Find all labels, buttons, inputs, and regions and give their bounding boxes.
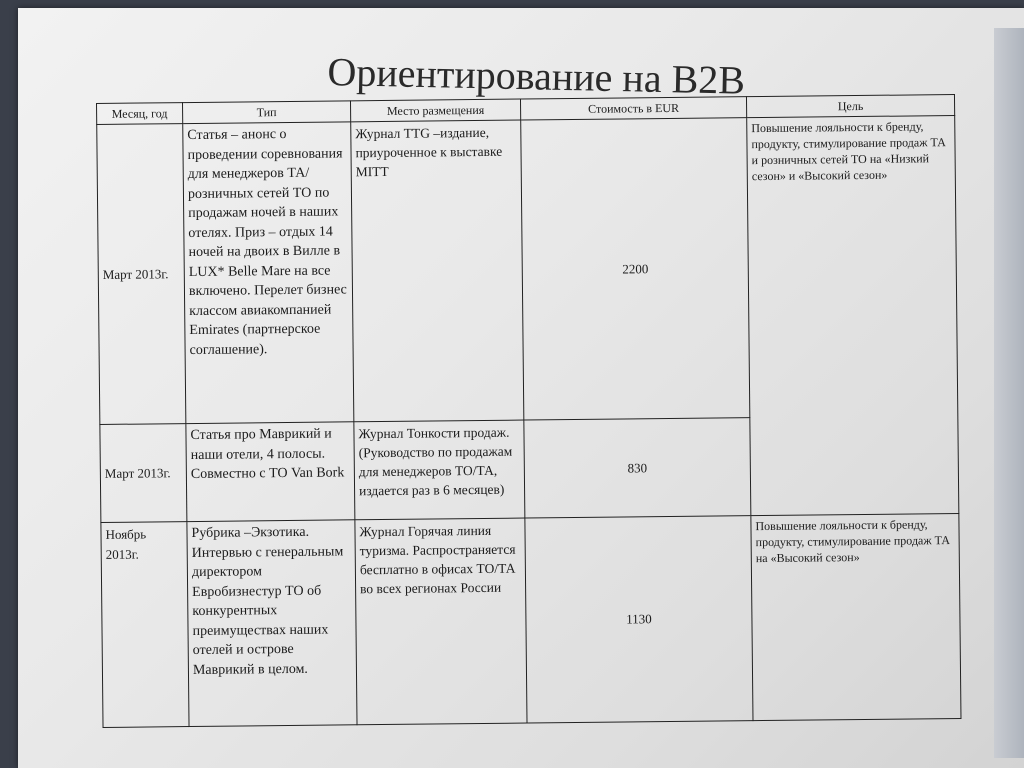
- campaign-table: [96, 94, 961, 728]
- cell-cost: 2200: [521, 118, 750, 420]
- table-row: [97, 116, 958, 425]
- table-container: [96, 94, 960, 728]
- header-place: Место размещения: [350, 99, 520, 122]
- header-goal: Цель: [746, 95, 954, 118]
- cell-month: Март 2013г.: [97, 124, 186, 425]
- cell-place: Журнал Тонкости продаж. (Руководство по продажам для менеджеров ТО/ТА, издается раз в 6 месяцев): [354, 420, 525, 520]
- cell-month: Ноябрь 2013г.: [101, 522, 189, 728]
- cell-type: Рубрика –Экзотика. Интервью с генеральным директором Евробизнестур ТО об конкурентных преимуществах наших отелей и острове Маврикий в целом.: [187, 520, 357, 727]
- cell-cost: 830: [524, 418, 751, 518]
- cell-cost: 1130: [525, 516, 753, 723]
- header-type: Тип: [183, 101, 351, 124]
- cell-place: Журнал TTG –издание, приуроченное к выставке МІТТ: [351, 120, 524, 422]
- underlying-sheet: [994, 28, 1024, 758]
- cell-goal: Повышение лояльности к бренду, продукту, стимулирование продаж ТА и розничных сетей ТО на «Низкий сезон» и «Высокий сезон»: [747, 116, 959, 516]
- page-title: Ориентирование на B2B: [327, 48, 746, 103]
- cell-place: Журнал Горячая линия туризма. Распространяется бесплатно в офисах ТО/ТА во всех регионах России: [355, 518, 527, 725]
- cell-goal: Повышение лояльности к бренду, продукту, стимулирование продаж ТА на «Высокий сезон»: [751, 513, 961, 720]
- header-month: Месяц, год: [97, 103, 183, 125]
- cell-type: Статья про Маврикий и наши отели, 4 полосы. Совместно с ТО Van Bork: [186, 422, 355, 522]
- cell-type: Статья – анонс о проведении соревнования для менеджеров ТА/ розничных сетей ТО по продажам ночей в наших отелях. Приз – отдых 14 ночей на двоих в Вилле в LUX* Belle Mare на все включено. Перелет бизнес классом авиакомпанией Emirates (партнерское соглашение).: [183, 122, 354, 424]
- table-row: [101, 513, 961, 727]
- document-page: [18, 8, 1024, 768]
- cell-month: Март 2013г.: [100, 424, 187, 523]
- header-cost: Стоимость в EUR: [520, 97, 746, 120]
